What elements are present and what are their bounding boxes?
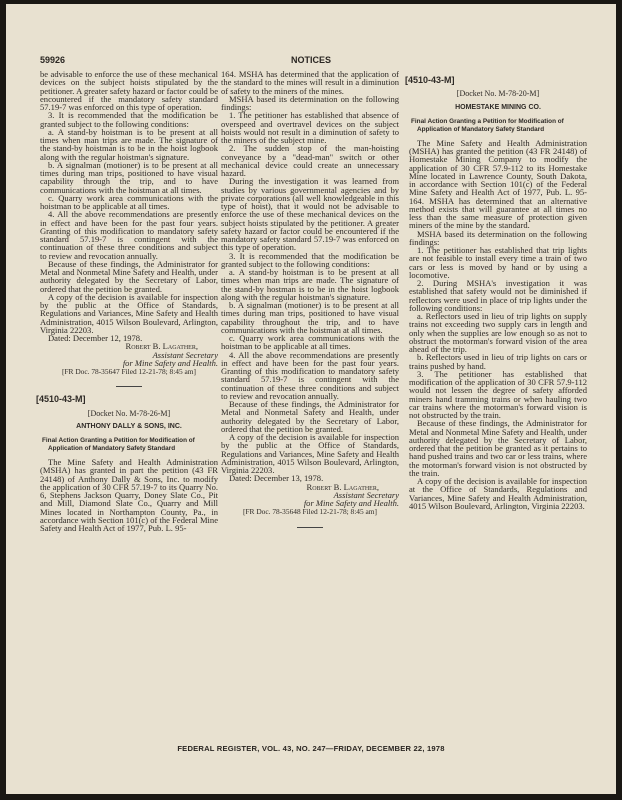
paragraph: The Mine Safety and Health Administration (MSHA) has granted the petition (43 FR 24148) of Homestake Mining Company to modify the application of 30 CFR 57.9-112 to its Homestake Mine located in Lawrence County, South Dakota, in accordance with Section 101(c) of the Federal Mine Safety and Health Act of 1977, Pub. L. 95-164. MSHA has determined that an alternative method exists that will guarantee at all times no less than the same measure of protection given miners of the mine by the standard. — [409, 137, 587, 231]
page-number: 59926 — [40, 55, 66, 65]
paragraph: c. Quarry work area communications with the hoistman to be applicable at all times. — [40, 192, 218, 211]
dated-line: Dated: December 13, 1978. — [229, 473, 324, 484]
signature-block — [221, 483, 399, 508]
document-page — [6, 4, 616, 794]
paragraph: b. A signalman (motioner) is to be present at all times during man trips, positioned to have visual capability through the trip, and to have communications with the hoistman at all times. — [40, 159, 218, 195]
section-divider — [297, 527, 323, 528]
paragraph: a. A stand-by hoistman is to be present at all times when man trips are made. The signature of the stand-by hostman is to be in the hoist logbook along with the regular hoistman's signature. — [221, 267, 399, 302]
dated-line: Dated: December 12, 1978. — [48, 333, 143, 343]
paragraph: 1. The petitioner has established that trip lights are not feasible to install every time a train of two cars or less is moved by hand or by using a locomotive. — [409, 245, 587, 280]
paragraph: be advisable to enforce the use of these mechanical devices on the subject hoists stipulated by the petitioner. A greater safety hazard or factor could be encountered if the mandatory safety standard 57.19-7 was enforced on this type of operation. — [40, 69, 218, 112]
fr-doc-citation: [FR Doc. 78-35647 Filed 12-21-78; 8:45 am] — [61, 367, 197, 376]
page-footer: FEDERAL REGISTER, VOL. 43, NO. 247—FRIDAY, DECEMBER 22, 1978 — [177, 744, 445, 753]
action-title: Final Action Granting a Petition for Modification of Application of Mandatory Safety Standard — [42, 437, 195, 452]
company-heading: ANTHONY DALLY & SONS, INC. — [76, 422, 182, 430]
paragraph: MSHA based its determination on the following findings: — [409, 228, 587, 247]
section-divider — [116, 386, 142, 387]
paragraph: During the investigation it was learned from studies by various governmental agencies and by private corporations (all well knowledgeable in this type of hoist), that it would not be advisable to enforce the use of these mechanical devices on the subject hoists stipulated by the petitioner. A greater safety hazard or factor could be encountered if the mandatory safety standard 57.19-7 was enforced on this type of operation. — [221, 176, 399, 253]
paragraph: Because of these findings, the Administrator for Metal and Nonmetal Mine Safety and Health, under authority delegated by the Secretary of Labor, ordered that the petition be granted. — [40, 258, 218, 294]
signer-name: Robert B. Lagather, — [306, 481, 379, 492]
column-3 — [405, 70, 587, 511]
paragraph: a. Reflectors used in lieu of trip lights on supply trains not exceeding two supply cars in length and only when the supplies are low enough so as not to obstruct the motorman's forward vision of the area ahead of the trip. — [409, 311, 587, 354]
action-title: Final Action Granting a Petition for Modification of Application of Mandatory Safety Standard — [411, 117, 564, 133]
signature-block — [40, 342, 218, 367]
paragraph: 3. It is recommended that the modification be granted subject to the following conditions: — [40, 110, 218, 129]
paragraph: 1. The petitioner has established that absence of overspeed and overtravel devices on the subject hoists would not result in a diminution of safety to the miners of the subject mine. — [221, 110, 399, 145]
column-2 — [221, 70, 399, 536]
paragraph: 4. All the above recommendations are presently in effect and have been for the past four years. Granting of this modification to mandatory safety standard 57.19-7 is contingent with the continuation of these three conditions and subject to review and revocation annually. — [40, 209, 218, 261]
signer-title: Assistant Secretary — [152, 349, 218, 360]
paragraph: A copy of the decision is available for inspection at the Office of Standards, Regulations and Variances, Mine Safety and Health Administration, 4015 Wilson Boulevard, Arlington, Virginia 22203. — [409, 476, 587, 511]
paragraph: 2. The sudden stop of the man-hoisting conveyance by a "dead-man" switch or other mechanical device could create an unnecessary hazard. — [221, 143, 399, 178]
paragraph: 4. All the above recommendations are presently in effect and have been for the past four years. Granting of this modification to mandatory safety standard 57.19-7 is contingent with the continuation of these three conditions and subject to review and revocation annually. — [221, 349, 399, 401]
signer-office: for Mine Safety and Health. — [303, 498, 399, 508]
paragraph: A copy of the decision is available for inspection by the public at the Office of Standards, Regulations and Variances, Mine Safety and Health Administration, 4015 Wilson Boulevard, Arlington, Virginia 22203. — [40, 291, 218, 335]
signer-name: Robert B. Lagather, — [125, 341, 198, 352]
fr-doc-citation: [FR Doc. 78-35648 Filed 12-21-78; 8:45 am] — [242, 507, 378, 517]
agency-code: [4510-43-M] — [405, 75, 455, 85]
company-heading: HOMESTAKE MINING CO. — [455, 103, 541, 111]
paragraph: A copy of the decision is available for inspection by the public at the Office of Standards, Regulations and Variances, Mine Safety and Health Administration, 4015 Wilson Boulevard, Arlington, Virginia 22203. — [221, 432, 399, 475]
docket-number: [Docket No. M-78-20-M] — [456, 89, 540, 99]
docket-number: [Docket No. M-78-26-M] — [87, 408, 171, 418]
paragraph: The Mine Safety and Health Administration (MSHA) has granted in part the petition (43 FR 24148) of Anthony Dally & Sons, Inc. to modify the application of 30 CFR 57.19-7 to its Quarry No. 6, Stephens Jackson Quarry, Doney Slate Co., Pit and Mill, Diamond Slate Co., Quarry and Mill Mines located in Northampton County, Pa., in accordance with Section 101(c) of the Federal Mine Safety and Health Act of 1977, Pub. L. 95- — [40, 457, 218, 533]
paragraph: 3. The petitioner has established that modification of the application of 30 CFR 57.9-112 would not lessen the degree of safety afforded miners hand tramming trains or when hauling two car trains where the motorman's forward vision is not obstructed by the train. — [409, 368, 587, 420]
paragraph: c. Quarry work area communications with the hoistman to be applicable at all times. — [221, 333, 399, 352]
paragraph: MSHA based its determination on the following findings: — [221, 93, 399, 112]
section-heading: NOTICES — [290, 55, 331, 65]
paragraph: Because of these findings, the Administrator for Metal and Nonmetal Safety and Health, under authority delegated by the Secretary of Labor, ordered that the petition be granted. — [221, 399, 399, 434]
column-1 — [36, 69, 218, 533]
paragraph: a. A stand-by hoistman is to be present at all times when man trips are made. The signature of the stand-by hoistman is to be in the hoist logbook along with the regular hoistman's signature. — [40, 126, 218, 162]
paragraph: 3. It is recommended that the modification be granted subject to the following conditions: — [221, 250, 399, 269]
paragraph: b. A signalman (motioner) is to be present at all times during man trips, positioned to have visual capability throughout the trip, and to have communications with the hoistman at all times. — [221, 300, 399, 335]
paragraph: b. Reflectors used in lieu of trip lights on cars or trains pushed by hand. — [409, 352, 587, 371]
signer-title: Assistant Secretary — [333, 489, 399, 500]
signer-office: for Mine Safety and Health. — [122, 357, 218, 368]
agency-code: [4510-43-M] — [36, 394, 86, 405]
paragraph: Because of these findings, the Administrator for Metal and Nonmetal Mine Safety and Health, under authority delegated by the Secretary of Labor, ordered that the petition be granted as it pertains to hand pushed trains and two car or less trains, where the motorman's forward vision is not obstructed by the train. — [409, 418, 587, 478]
paragraph: 164. MSHA has determined that the application of the standard to the mines will result in a diminution of safety to the miners of the mines. — [221, 69, 399, 96]
paragraph: 2. During MSHA's investigation it was established that safety would not be diminished if reflectors were used in place of trip lights under the following conditions: — [409, 278, 587, 313]
